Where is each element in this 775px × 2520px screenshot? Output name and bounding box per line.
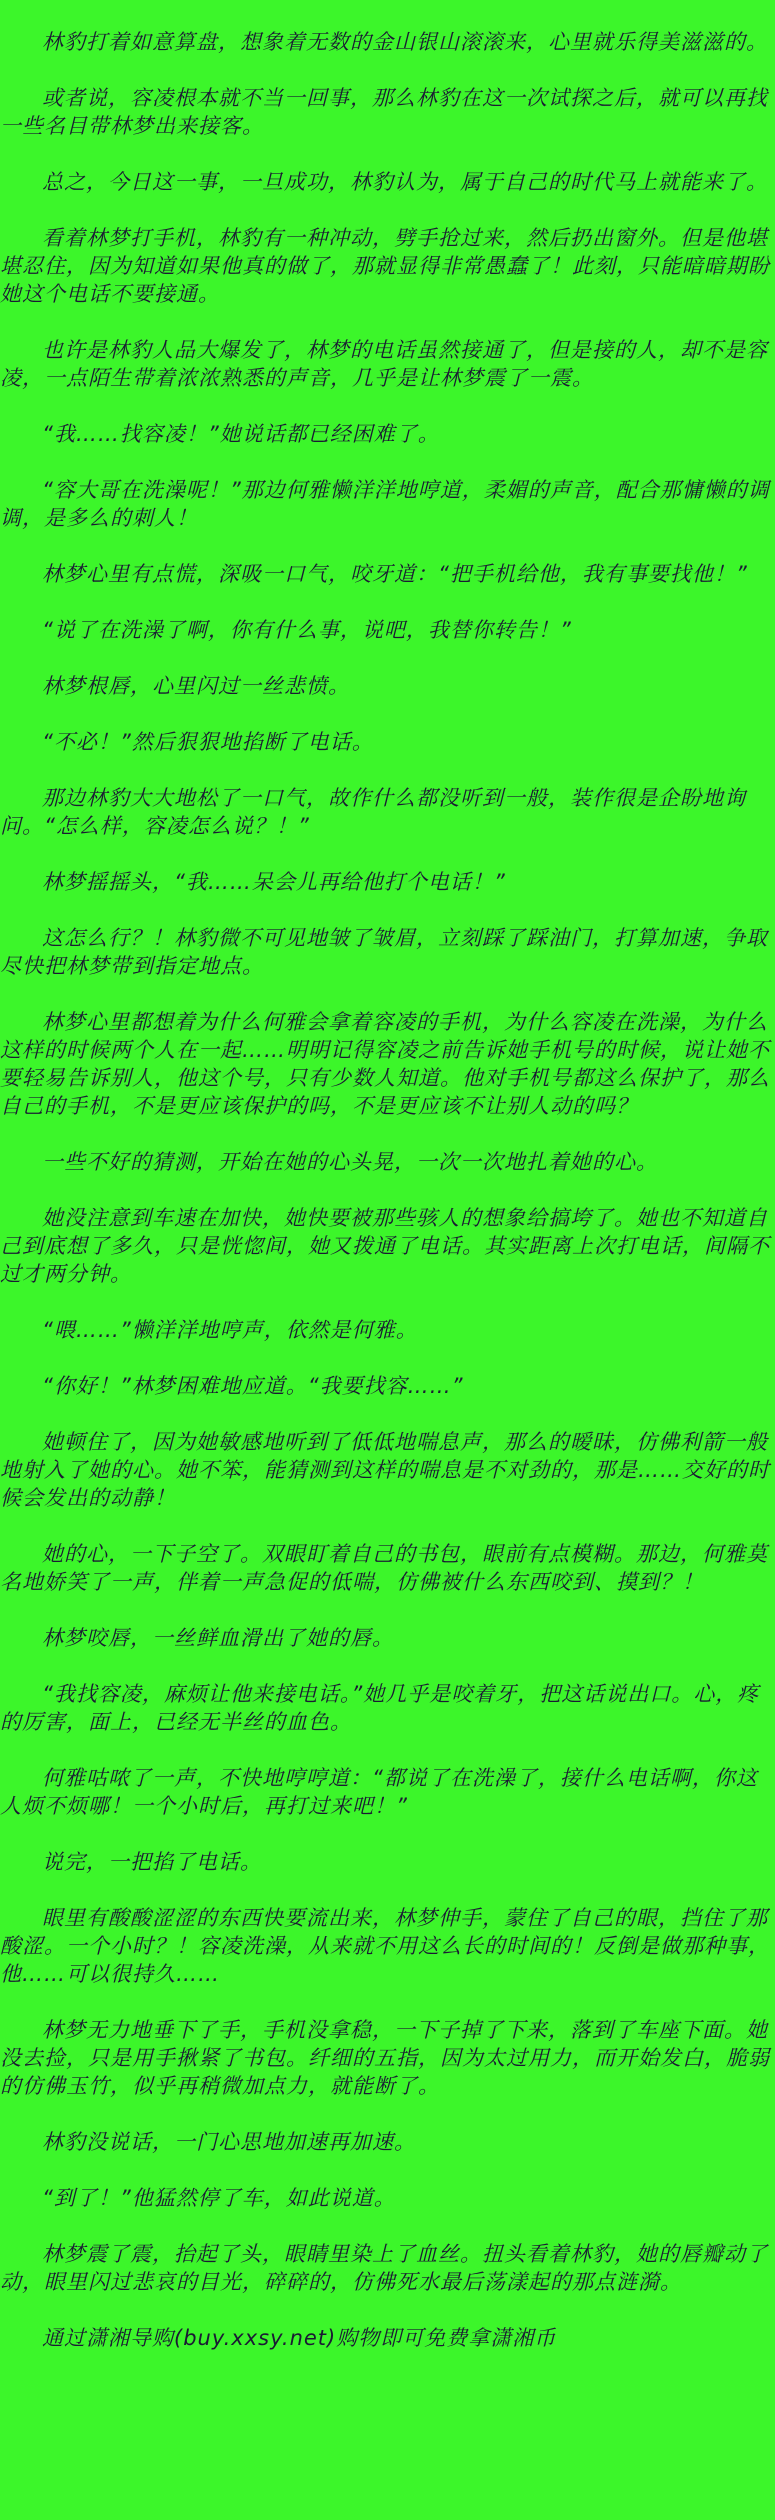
story-paragraph: “你好！”林梦困难地应道。“我要找容……”	[42, 1374, 464, 1398]
story-paragraph: 一些不好的猜测，开始在她的心头晃，一次一次地扎着她的心。	[42, 1150, 658, 1174]
story-paragraph: 林梦心里都想着为什么何雅会拿着容凌的手机，为什么容凌在洗澡，为什么这样的时候两个人在一起……明明记得容凌之前告诉她手机号的时候，说让她不要轻易告诉别人，他这个号，只有少数人知道。他对手机号都这么保护了，那么自己的手机，不是更应该保护的吗，不是更应该不让别人动的吗？	[0, 1010, 770, 1118]
story-paragraph: 林梦根唇，心里闪过一丝悲愤。	[42, 674, 350, 698]
story-paragraph: “我找容凌，麻烦让他来接电话。”她几乎是咬着牙，把这话说出口。心，疼的厉害，面上，已经无半丝的血色。	[0, 1682, 760, 1734]
promo-footer-text: 通过潇湘导购(buy.xxsy.net)购物即可免费拿潇湘币	[42, 2326, 557, 2350]
story-paragraph: “我……找容凌！”她说话都已经困难了。	[42, 422, 440, 446]
story-paragraph: 她没注意到车速在加快，她快要被那些骇人的想象给搞垮了。她也不知道自己到底想了多久，只是恍惚间，她又拨通了电话。其实距离上次打电话，间隔不过才两分钟。	[0, 1206, 770, 1286]
story-paragraph: “容大哥在洗澡呢！”那边何雅懒洋洋地哼道，柔媚的声音，配合那慵懒的调调，是多么的刺人！	[0, 478, 770, 530]
story-paragraph: 何雅咕哝了一声，不快地哼哼道：“都说了在洗澡了，接什么电话啊，你这人烦不烦哪！一个小时后，再打过来吧！”	[0, 1766, 758, 1818]
story-paragraph: 总之，今日这一事，一旦成功，林豹认为，属于自己的时代马上就能来了。	[42, 170, 768, 194]
story-paragraph: 林梦无力地垂下了手，手机没拿稳，一下子掉了下来，落到了车座下面。她没去捡，只是用手揪紧了书包。纤细的五指，因为太过用力，而开始发白，脆弱的仿佛玉竹，似乎再稍微加点力，就能断了。	[0, 2018, 770, 2098]
story-paragraph: 或者说，容凌根本就不当一回事，那么林豹在这一次试探之后，就可以再找一些名目带林梦出来接客。	[0, 86, 768, 138]
story-paragraph: 她的心，一下子空了。双眼盯着自己的书包，眼前有点模糊。那边，何雅莫名地娇笑了一声，伴着一声急促的低喘，仿佛被什么东西咬到、摸到？！	[0, 1542, 768, 1594]
story-paragraph: “喂……”懒洋洋地哼声，依然是何雅。	[42, 1318, 418, 1342]
story-paragraph: 林豹打着如意算盘，想象着无数的金山银山滚滚来，心里就乐得美滋滋的。	[42, 30, 768, 54]
story-paragraph: “不必！”然后狠狠地掐断了电话。	[42, 730, 374, 754]
story-paragraph: 林梦心里有点慌，深吸一口气，咬牙道：“把手机给他，我有事要找他！”	[42, 562, 748, 586]
story-paragraph: 林豹没说话，一门心思地加速再加速。	[42, 2130, 416, 2154]
story-paragraph: 说完，一把掐了电话。	[42, 1850, 262, 1874]
story-paragraph: 她顿住了，因为她敏感地听到了低低地喘息声，那么的暧昧，仿佛利箭一般地射入了她的心。她不笨，能猜测到这样的喘息是不对劲的，那是……交好的时候会发出的动静！	[0, 1430, 770, 1510]
story-paragraph: “到了！”他猛然停了车，如此说道。	[42, 2186, 396, 2210]
story-paragraph: 也许是林豹人品大爆发了，林梦的电话虽然接通了，但是接的人，却不是容凌，一点陌生带着浓浓熟悉的声音，几乎是让林梦震了一震。	[0, 338, 768, 390]
story-paragraph: 那边林豹大大地松了一口气，故作什么都没听到一般，装作很是企盼地询问。“怎么样，容凌怎么说？！”	[0, 786, 746, 838]
story-paragraph: 林梦摇摇头，“我……呆会儿再给他打个电话！”	[42, 870, 506, 894]
story-paragraph: 这怎么行？！林豹微不可见地皱了皱眉，立刻踩了踩油门，打算加速，争取尽快把林梦带到指定地点。	[0, 926, 768, 978]
story-paragraph: 看着林梦打手机，林豹有一种冲动，劈手抢过来，然后扔出窗外。但是他堪堪忍住，因为知道如果他真的做了，那就显得非常愚蠢了！此刻，只能暗暗期盼她这个电话不要接通。	[0, 226, 770, 306]
story-paragraph: 眼里有酸酸涩涩的东西快要流出来，林梦伸手，蒙住了自己的眼，挡住了那酸涩。一个小时？！容凌洗澡，从来就不用这么长的时间的！反倒是做那种事，他……可以很持久……	[0, 1906, 770, 1986]
story-paragraph: “说了在洗澡了啊，你有什么事，说吧，我替你转告！”	[42, 618, 572, 642]
story-paragraph: 林梦震了震，抬起了头，眼睛里染上了血丝。扭头看着林豹，她的唇瓣动了动，眼里闪过悲哀的目光，碎碎的，仿佛死水最后荡漾起的那点涟漪。	[0, 2242, 768, 2294]
story-paragraph: 林梦咬唇，一丝鲜血滑出了她的唇。	[42, 1626, 394, 1650]
